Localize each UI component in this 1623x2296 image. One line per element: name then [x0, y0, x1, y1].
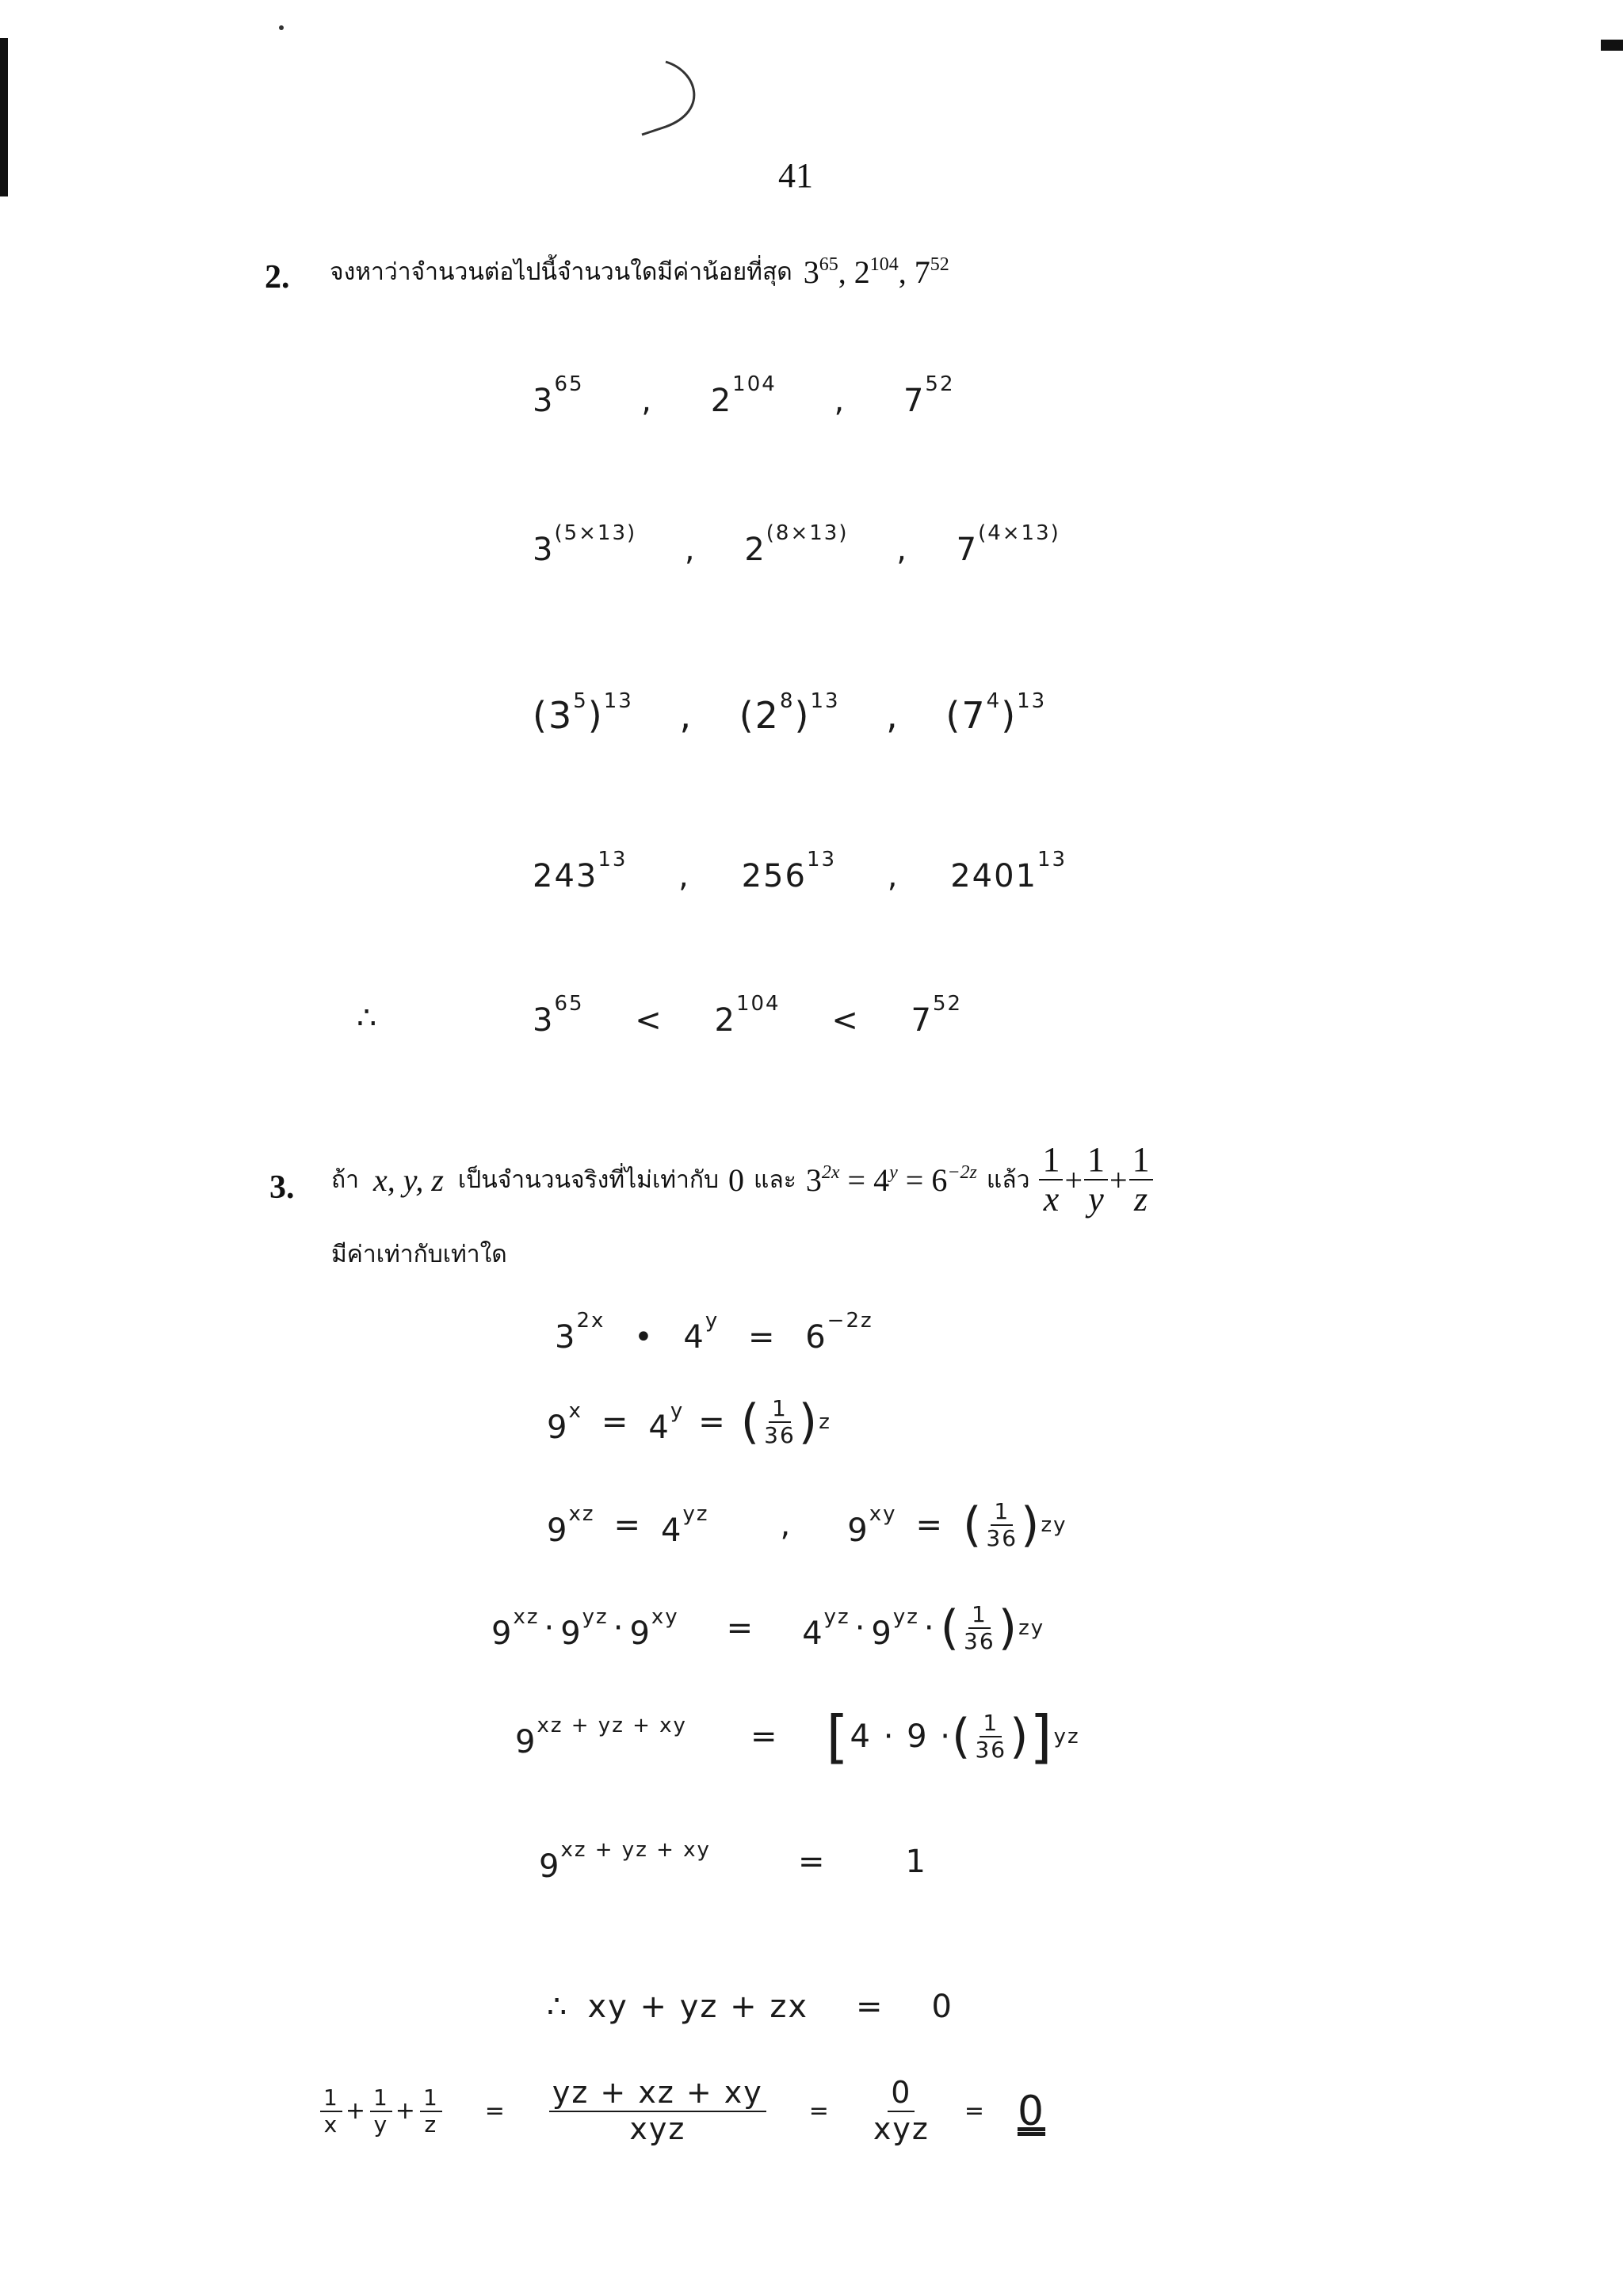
q3-frac-1-y: $\frac{1}{y}$ [1084, 1141, 1108, 1219]
question-2-number: 2. [265, 259, 290, 296]
stray-dot [279, 25, 284, 30]
final-answer: 0 [1017, 2087, 1046, 2135]
q2-work-line-2: $3^{(5\times 13)}$ , $2^{(8\times 13)}$ , $7^{(4\times 13)}$ [533, 521, 1060, 568]
q3-vars: x, y, z [373, 1161, 444, 1198]
q3-frac-1-z: $\frac{1}{z}$ [1129, 1141, 1153, 1219]
q3-work-line-5: $9^{xz + yz + xy}$ = [ 4 · 9 · ( $\frac{1}{36}$ ) ] yz [515, 1703, 1080, 1770]
q3-and-word: และ [754, 1165, 796, 1194]
left-edge-mark [0, 38, 8, 196]
q3-work-line-7: ∴ xy + yz + zx = 0 [547, 1989, 953, 2025]
question-3-number: 3. [269, 1169, 295, 1206]
page-number: 41 [778, 156, 813, 195]
q3-work-line-3: $9^{xz}$ = $4^{yz}$ , $9^{xy}$ = ( $\frac{1}{36}$ ) zy [547, 1497, 1067, 1553]
q3-work-line-8: $\frac{1}{x}$ + $\frac{1}{y}$ + $\frac{1}{z}$ = $\frac{yz + xz + xy}{\text{xyz}}$ = $\frac{0}{\text{xyz}}$ = 0 [317, 2076, 1045, 2146]
question-2-prompt: จงหาว่าจำนวนต่อไปนี้จำนวนใดมีค่าน้อยที่สุด [330, 258, 792, 286]
q3-frac-1-x: $\frac{1}{x}$ [1039, 1141, 1063, 1219]
q3-equation: $3^{2x} = 4^y = 6^{-2z}$ [805, 1161, 977, 1198]
question-2-values: $3^{65}$, $2^{104}$, $7^{52}$ [803, 254, 949, 290]
q2-work-line-3: $(3^5)^{13}$ , $(2^8)^{13}$ , $(7^4)^{13}$ [533, 689, 1047, 737]
q3-work-line-1: $3^{2x}$ • $4^y = 6^{-2z}$ [555, 1309, 873, 1356]
q2-work-line-4: $243^{13}$ , $256^{13}$ , 2401$^{13}$ [533, 848, 1067, 894]
q3-zero: 0 [728, 1161, 745, 1198]
pencil-mark [634, 55, 705, 143]
q2-work-line-5: $3^{65} < 2^{104} < 7^{52}$ [533, 992, 963, 1039]
q3-condition: เป็นจำนวนจริงที่ไม่เท่ากับ [457, 1165, 720, 1194]
q2-work-line-1: $3^{65}$ , $2^{104}$ , $7^{52}$ [533, 372, 955, 419]
term-3-65: $3^{65}$ [533, 372, 584, 419]
q2-therefore-symbol: ∴ [357, 1000, 379, 1036]
q3-work-line-4: $9^{xz}$ · $9^{yz}$ · $9^{xy}$ = $4^{yz}$ · $9^{yz}$ · ( $\frac{1}{36}$ ) zy [491, 1600, 1045, 1656]
term-2-104: $2^{104}$ [710, 372, 777, 419]
question-2-text [330, 254, 949, 291]
question-3-line-2: มีค่าเท่ากับเท่าใด [331, 1241, 507, 1268]
question-3-text: ถ้า x, y, z เป็นจำนวนจริงที่ไม่เท่ากับ 0 และ $3^{2x} = 4^y = 6^{-2z}$ แล้ว $\frac{1}{x}$ + $\frac{1}{y}$ + $\frac{1}{z}$ [331, 1141, 1155, 1219]
term-7-52: $7^{52}$ [903, 372, 955, 419]
top-right-mark [1601, 40, 1623, 51]
q3-if-word: ถ้า [331, 1165, 360, 1194]
q3-then-word: แล้ว [986, 1165, 1030, 1194]
q3-work-line-6: $9^{xz + yz + xy}$ = 1 [539, 1838, 927, 1885]
q3-work-line-2: 9$^x$ = 4$^y$ = ( $\frac{1}{36}$ ) z [547, 1394, 831, 1450]
